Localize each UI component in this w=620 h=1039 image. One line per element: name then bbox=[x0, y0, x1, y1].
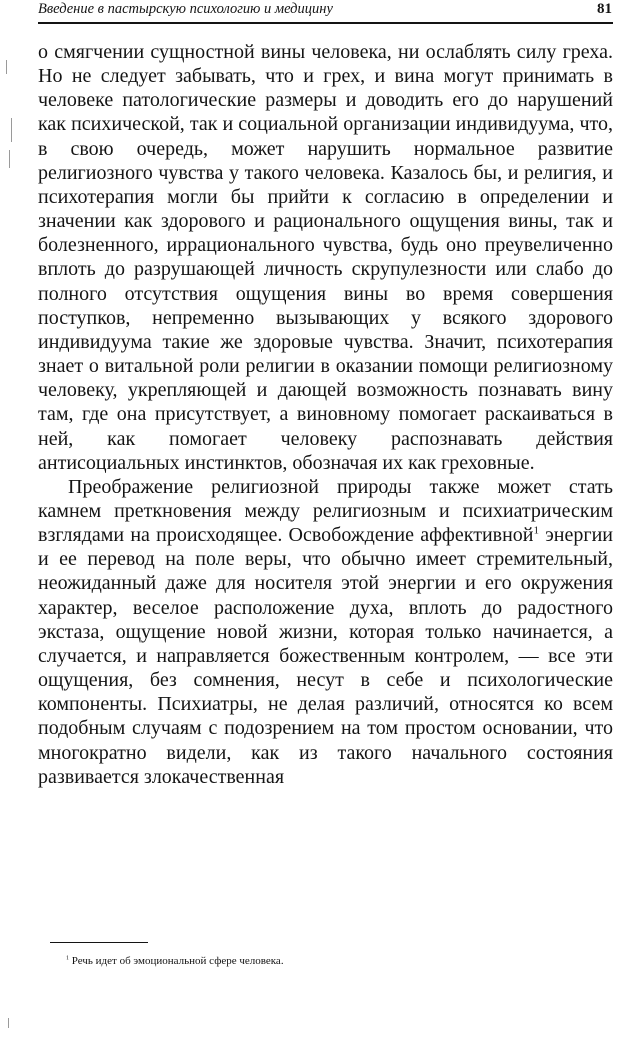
paragraph-2 bbox=[38, 475, 613, 789]
footnote bbox=[66, 954, 284, 968]
header-rule bbox=[38, 22, 613, 24]
footnote-marker: 1 bbox=[66, 955, 70, 962]
footnote-reference: 1 bbox=[533, 524, 539, 537]
paragraph-2-text-end: энергии и ее перевод на поле веры, что обычно имеет стремительный, неожиданный даже для носителя этой энергии и его окружения характер, веселое расположение духа, вплоть до радостного экстаза, ощущение новой жизни, которая только начинается, а случается, и направляется божественным контролем, — все эти ощущения, без сомнения, несут в себе и психологические компоненты. Психиатры, не делая различий, относятся ко всем подобным случаям с подозрением на том простом основании, что многократно видели, как из такого начального состояния развивается злокачественная bbox=[38, 524, 613, 788]
scan-artifact-mark bbox=[11, 118, 12, 142]
scan-artifact-mark bbox=[9, 150, 10, 168]
page-number: 81 bbox=[597, 1, 612, 17]
running-head bbox=[38, 0, 612, 18]
running-title: Введение в пастырскую психологию и медицину bbox=[38, 1, 333, 17]
scan-artifact-mark bbox=[8, 1018, 9, 1028]
paragraph-2-text-start: Преображение религиозной природы также может стать камнем преткновения между религиозным и психиатрическим взглядами на происходящее. Освобождение аффективной bbox=[38, 475, 613, 547]
scan-artifact-mark bbox=[6, 60, 7, 74]
footnote-text: Речь идет об эмоциональной сфере человека. bbox=[69, 955, 284, 967]
paragraph-1: о смягчении сущностной вины человека, ни ослаблять силу греха. Но не следует забывать, что и грех, и вина могут принимать в человеке патологические размеры и доводить его до нарушений как психической, так и социальной организации индивидуума, что, в свою очередь, может нарушить нормальное развитие религиозного чувства у такого человека. Казалось бы, и религия, и психотерапия могли бы прийти к согласию в определении и значении как здорового и рационального ощущения вины, так и болезненного, иррационального чувства, будь оно преувеличенно вплоть до разрушающей личность скрупулезности или слабо до полного отсутствия ощущения вины во время совершения поступков, непременно вызывающих у всякого здорового индивидуума такие же здоровые чувства. Значит, психотерапия знает о витальной роли религии в оказании помощи религиозному человеку, укрепляющей и дающей возможность познавать вину там, где она присутствует, а виновному помогает раскаиваться в ней, как помогает человеку распознавать действия антисоциальных инстинктов, обозначая их как греховные. bbox=[38, 41, 613, 474]
body-text bbox=[38, 40, 613, 789]
footnote-separator bbox=[50, 942, 148, 943]
